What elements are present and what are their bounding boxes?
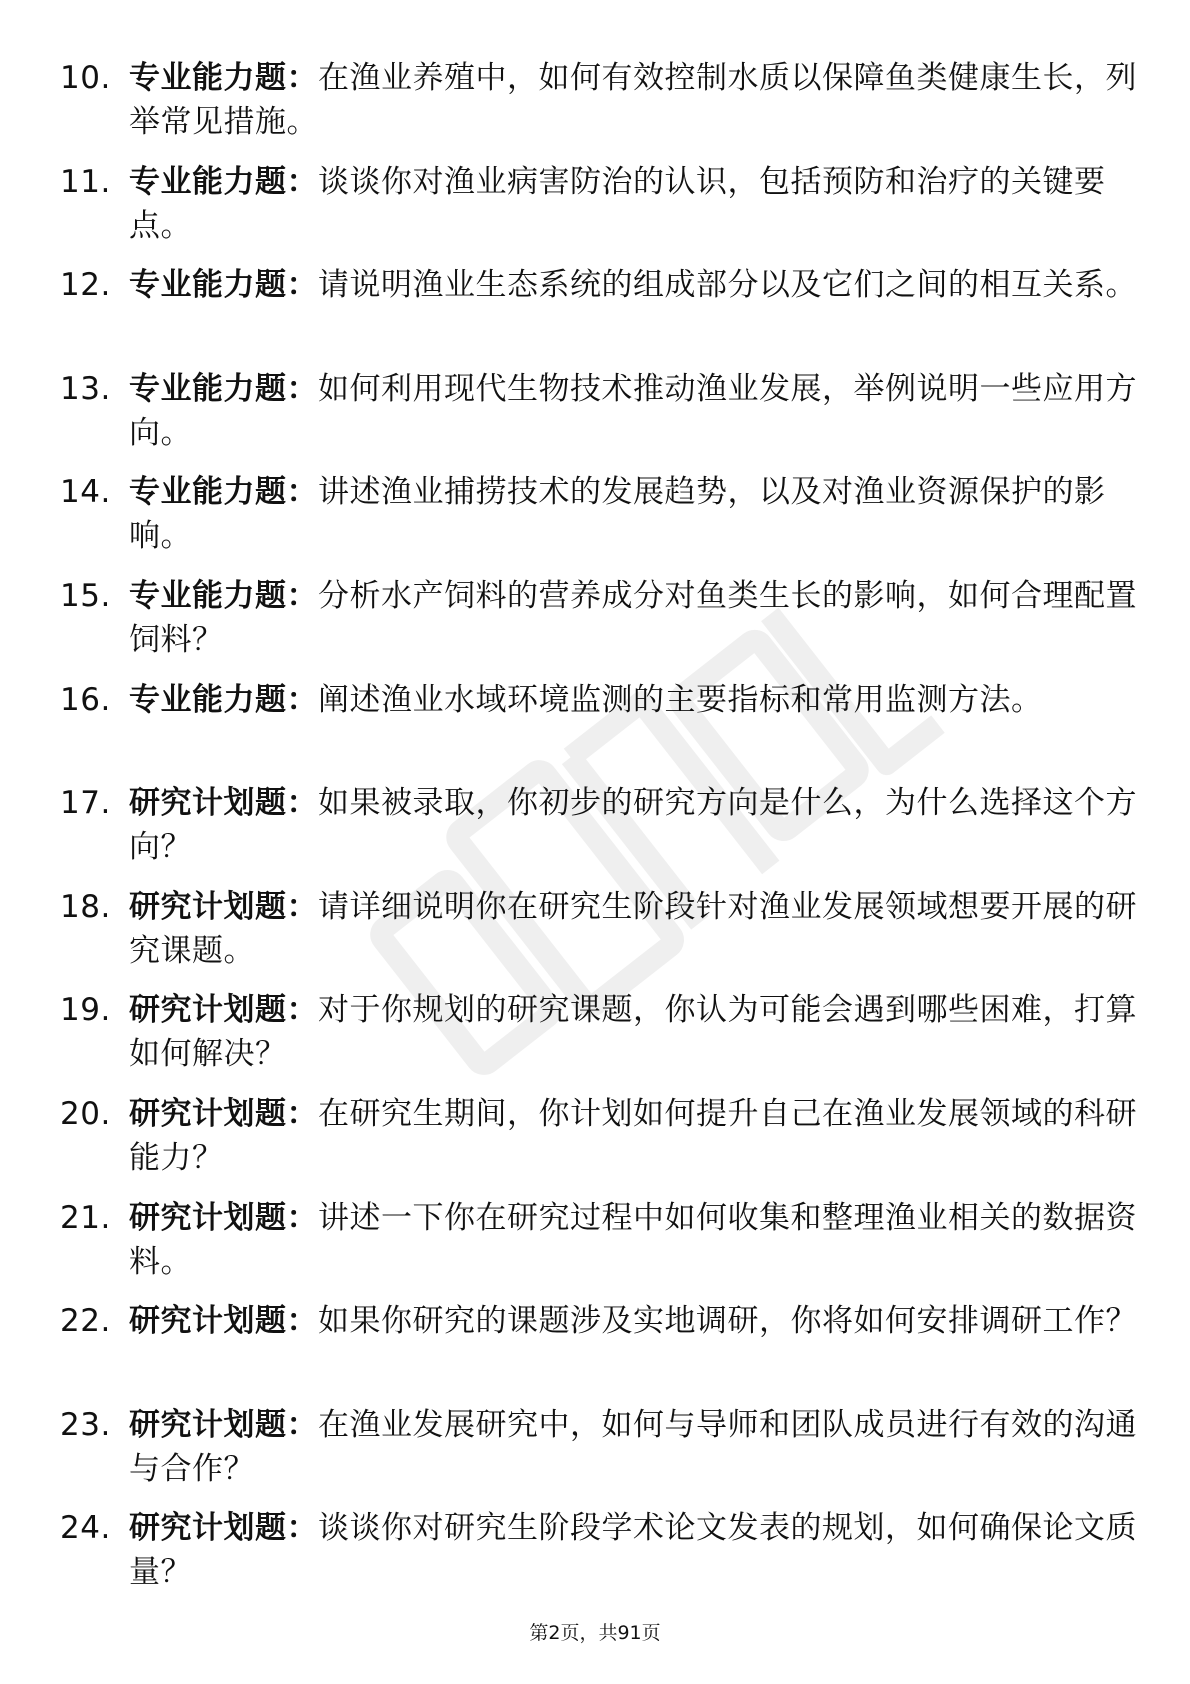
question-text: 讲述渔业捕捞技术的发展趋势，以及对渔业资源保护的影响。 (129, 474, 1106, 555)
question-category: 研究计划题： (129, 1303, 318, 1340)
list-item (60, 359, 1137, 463)
list-item (60, 1291, 1137, 1395)
question-body (129, 1196, 1167, 1284)
question-number: 19. (60, 992, 111, 1029)
question-body (129, 56, 1167, 144)
question-text: 谈谈你对渔业病害防治的认识，包括预防和治疗的关键要点。 (129, 163, 1106, 244)
question-text: 讲述一下你在研究过程中如何收集和整理渔业相关的数据资料。 (129, 1199, 1137, 1280)
question-text: 请详细说明你在研究生阶段针对渔业发展领域想要开展的研究课题。 (129, 888, 1137, 969)
question-body (129, 367, 1167, 455)
list-item (60, 980, 1137, 1084)
question-category: 专业能力题： (129, 370, 318, 407)
question-text: 如果被录取，你初步的研究方向是什么，为什么选择这个方向？ (129, 785, 1137, 866)
question-body (129, 574, 1167, 662)
question-category: 研究计划题： (129, 1406, 318, 1443)
question-number: 22. (60, 1303, 111, 1340)
question-number: 15. (60, 577, 111, 614)
question-text: 请说明渔业生态系统的组成部分以及它们之间的相互关系。 (318, 267, 1137, 304)
question-body (129, 1506, 1167, 1594)
question-text: 谈谈你对研究生阶段学术论文发表的规划，如何确保论文质量？ (129, 1510, 1137, 1591)
question-category: 研究计划题： (129, 992, 318, 1029)
question-number: 13. (60, 370, 111, 407)
page-footer: 第2页，共91页 (529, 1622, 661, 1644)
question-number: 10. (60, 60, 111, 96)
question-number: 17. (60, 785, 111, 822)
question-body (129, 781, 1167, 869)
question-number: 24. (60, 1510, 111, 1547)
question-category: 专业能力题： (129, 681, 318, 718)
question-text: 如何利用现代生物技术推动渔业发展，举例说明一些应用方向。 (129, 370, 1137, 451)
question-category: 研究计划题： (129, 1510, 318, 1547)
question-text: 如果你研究的课题涉及实地调研，你将如何安排调研工作？ (318, 1303, 1137, 1340)
question-text: 在渔业养殖中，如何有效控制水质以保障鱼类健康生长，列举常见措施。 (129, 60, 1137, 140)
question-text: 在研究生期间，你计划如何提升自己在渔业发展领域的科研能力？ (129, 1095, 1137, 1176)
question-number: 12. (60, 267, 111, 304)
question-text: 分析水产饲料的营养成分对鱼类生长的影响，如何合理配置饲料？ (129, 577, 1137, 658)
question-body (129, 1092, 1167, 1180)
question-number: 23. (60, 1406, 111, 1443)
list-item (60, 566, 1137, 670)
question-body (129, 160, 1167, 248)
list-item (60, 462, 1120, 566)
list-item (60, 152, 1120, 256)
question-body (129, 885, 1167, 973)
list-item (60, 773, 1137, 877)
list-item (60, 1084, 1137, 1188)
list-item (60, 1498, 1137, 1602)
question-category: 专业能力题： (129, 474, 318, 511)
question-category: 研究计划题： (129, 785, 318, 822)
question-category: 研究计划题： (129, 1199, 318, 1236)
question-text: 阐述渔业水域环境监测的主要指标和常用监测方法。 (318, 681, 1043, 718)
list-item (60, 255, 1137, 359)
question-category: 专业能力题： (129, 267, 318, 304)
question-number: 16. (60, 681, 111, 718)
question-category: 研究计划题： (129, 888, 318, 925)
question-body (129, 1299, 1167, 1343)
question-body (129, 678, 1167, 722)
question-list (60, 48, 1137, 1602)
question-category: 专业能力题： (129, 163, 318, 200)
question-text: 对于你规划的研究课题，你认为可能会遇到哪些困难，打算如何解决？ (129, 992, 1137, 1073)
question-category: 专业能力题： (129, 60, 318, 96)
question-category: 研究计划题： (129, 1095, 318, 1132)
question-number: 21. (60, 1199, 111, 1236)
question-body (129, 470, 1167, 558)
question-body (129, 1403, 1167, 1491)
list-item (60, 48, 1137, 152)
question-number: 18. (60, 888, 111, 925)
list-item (60, 877, 1137, 981)
question-category: 专业能力题： (129, 577, 318, 614)
question-number: 20. (60, 1095, 111, 1132)
list-item (60, 1395, 1137, 1499)
list-item (60, 670, 1120, 774)
question-number: 11. (60, 163, 111, 200)
question-body (129, 263, 1167, 307)
question-number: 14. (60, 474, 111, 511)
question-text: 在渔业发展研究中，如何与导师和团队成员进行有效的沟通与合作？ (129, 1406, 1137, 1487)
question-body (129, 988, 1167, 1076)
list-item (60, 1188, 1137, 1292)
